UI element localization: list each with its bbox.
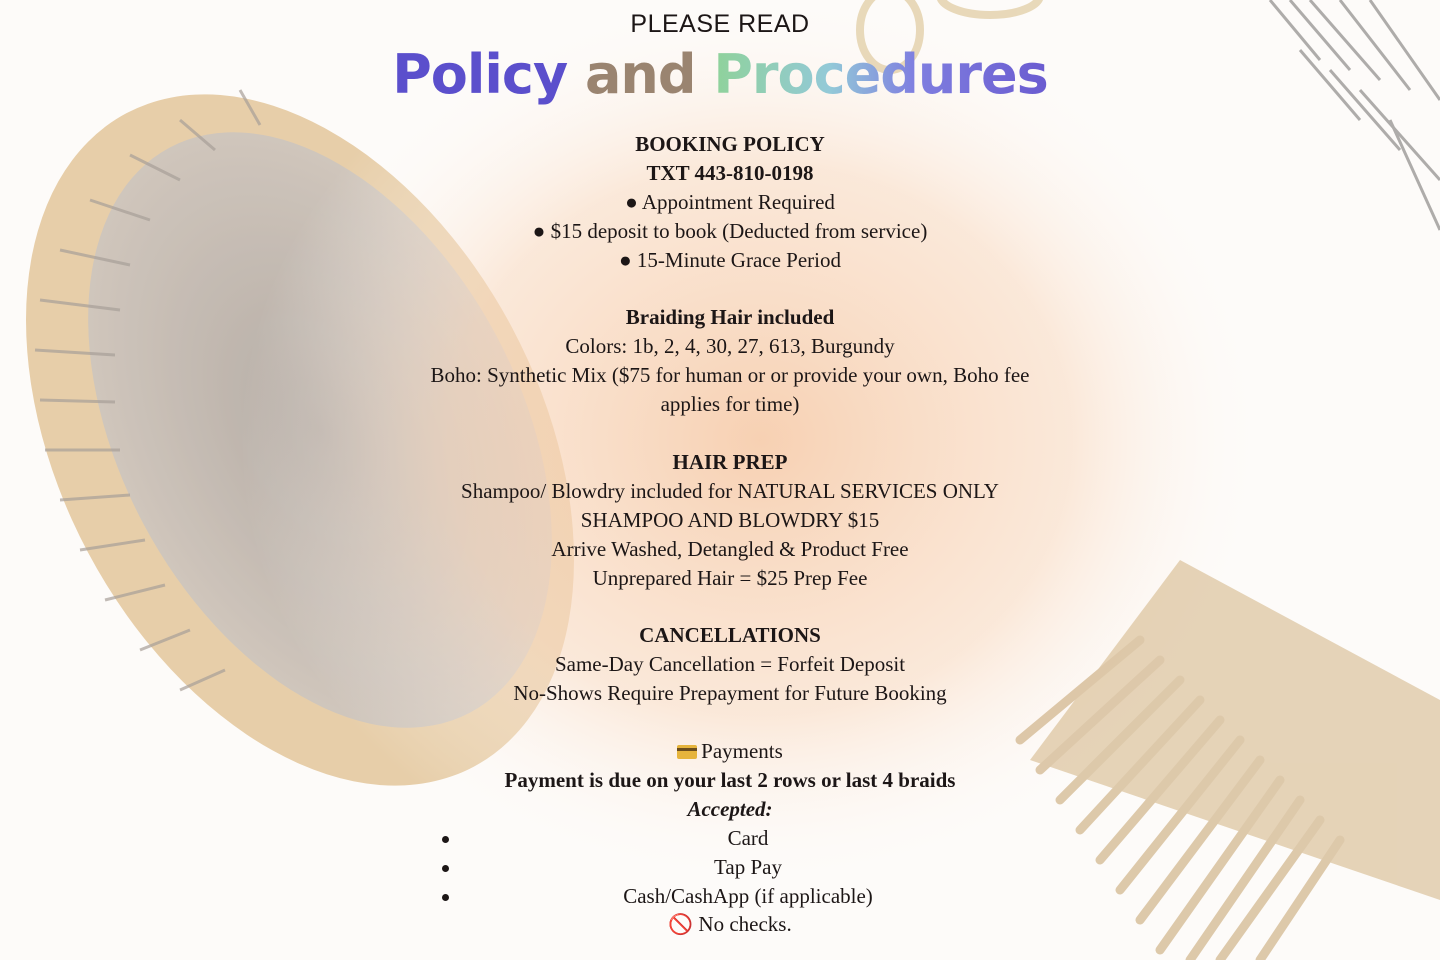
accepted-methods-list	[420, 824, 1040, 911]
bullet-icon	[442, 865, 449, 872]
no-checks-line	[420, 910, 1040, 939]
bullet-icon	[442, 836, 449, 843]
braiding-colors: Colors: 1b, 2, 4, 30, 27, 613, Burgundy	[565, 334, 895, 359]
bullet-icon	[442, 894, 449, 901]
page-title	[0, 40, 1440, 110]
payments-heading	[420, 737, 1040, 766]
policy-body	[420, 130, 1040, 939]
prep-line: Arrive Washed, Detangled & Product Free	[551, 536, 909, 561]
list-item	[420, 824, 1040, 853]
payment-due: Payment is due on your last 2 rows or last 4 braids	[504, 767, 956, 792]
accepted-method: Cash/CashApp (if applicable)	[623, 883, 873, 908]
booking-item: ● $15 deposit to book (Deducted from service)	[532, 218, 928, 243]
accepted-label: Accepted:	[687, 796, 773, 821]
accepted-method: Tap Pay	[714, 854, 782, 879]
booking-item: ● Appointment Required	[625, 189, 835, 214]
payments-heading-label: Payments	[701, 738, 783, 763]
list-item	[420, 882, 1040, 911]
title-word-and: and	[584, 43, 696, 106]
list-item	[420, 853, 1040, 882]
kicker-text: PLEASE READ	[630, 10, 810, 38]
prohibited-icon: 🚫	[668, 912, 694, 937]
booking-item: ● 15-Minute Grace Period	[618, 247, 842, 272]
title-word-policy: Policy	[392, 43, 568, 106]
prep-line: SHAMPOO AND BLOWDRY $15	[580, 507, 880, 532]
prep-line: Unprepared Hair = $25 Prep Fee	[592, 565, 868, 590]
booking-phone: TXT 443-810-0198	[646, 160, 814, 185]
booking-heading: BOOKING POLICY	[635, 132, 825, 156]
braiding-heading: Braiding Hair included	[625, 305, 835, 330]
braiding-boho: Boho: Synthetic Mix ($75 for human or or provide your own, Boho fee applies for time)	[430, 363, 1030, 417]
cancellation-line: No-Shows Require Prepayment for Future Booking	[513, 681, 947, 706]
prep-heading: HAIR PREP	[672, 449, 788, 474]
cancellation-line: Same-Day Cancellation = Forfeit Deposit	[554, 652, 906, 677]
no-checks-text: No checks.	[698, 912, 792, 937]
accepted-method: Card	[727, 825, 769, 850]
credit-card-icon	[677, 745, 697, 759]
title-word-procedures: Procedures	[713, 43, 1048, 106]
prep-line: Shampoo/ Blowdry included for NATURAL SERVICES ONLY	[461, 478, 999, 503]
cancellations-heading: CANCELLATIONS	[639, 623, 821, 648]
